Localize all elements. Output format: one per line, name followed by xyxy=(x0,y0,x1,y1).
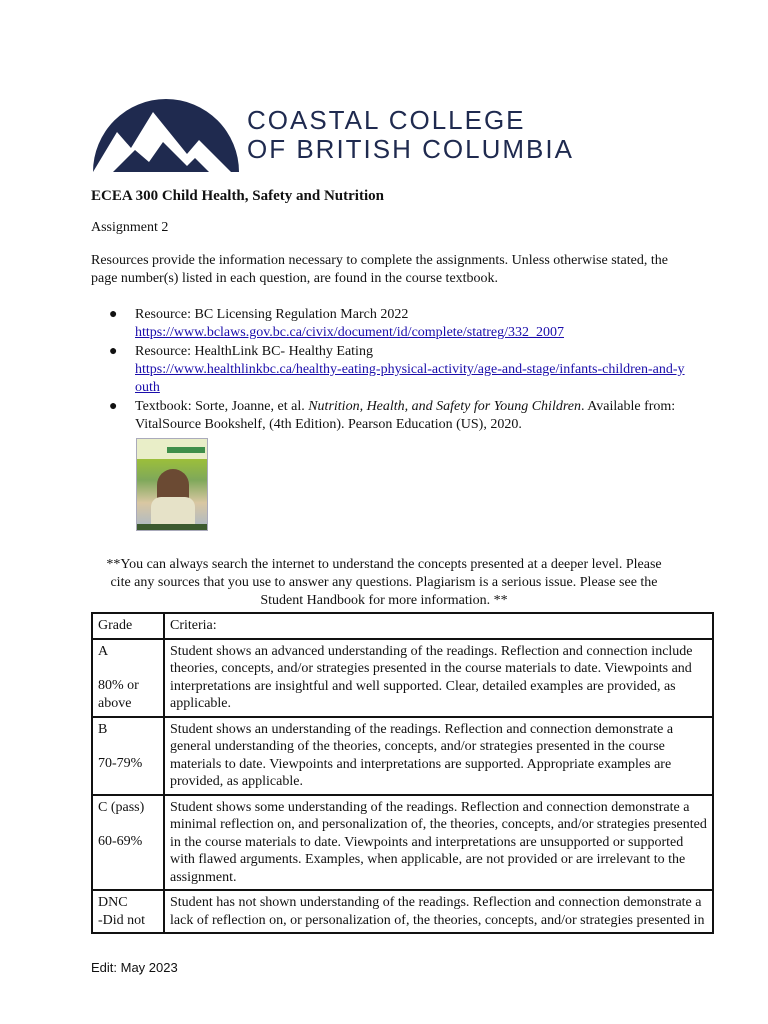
textbook-label: Textbook xyxy=(135,399,188,414)
criteria-cell: Student shows an advanced understanding of the readings. Reflection and connection include theories, concepts, and/or strategies presented in the course materials to date. Viewpoints and interpretations are insightful and well supported. Clear, detailed examples are provided, as applicable. xyxy=(164,639,713,717)
resource-label: Resource: BC Licensing Regulation March 2022 xyxy=(135,307,409,322)
resource-item xyxy=(91,343,691,397)
resource-item xyxy=(91,306,691,342)
table-row xyxy=(92,717,713,795)
resource-item xyxy=(91,398,691,434)
table-row xyxy=(92,795,713,891)
table-row xyxy=(92,639,713,717)
bclaws-link[interactable]: https://www.bclaws.gov.bc.ca/civix/document/id/complete/statreg/332_2007 xyxy=(135,325,564,340)
grade-cell xyxy=(92,890,164,933)
grade-range: 80% or above xyxy=(98,678,139,711)
mountain-logo-icon xyxy=(91,92,241,174)
assignment-label: Assignment 2 xyxy=(91,220,169,235)
grade-letter: C (pass) xyxy=(98,799,145,815)
grade-letter: A xyxy=(98,643,109,659)
textbook-authors: : Sorte, Joanne, et al. xyxy=(187,399,309,414)
footer-edit-date: Edit: May 2023 xyxy=(91,960,178,975)
healthlink-link[interactable]: https://www.healthlinkbc.ca/healthy-eating-physical-activity/age-and-stage/infants-children-and-youth xyxy=(135,362,685,395)
grade-cell xyxy=(92,717,164,795)
grading-table xyxy=(91,612,714,934)
bullet-icon: ● xyxy=(109,344,118,359)
grade-letter: B xyxy=(98,721,108,737)
textbook-cover-image xyxy=(136,438,208,531)
grade-letter: DNC xyxy=(98,895,128,910)
criteria-cell: Student has not shown understanding of the readings. Reflection and connection demonstrate a lack of reflection on, or personalization of, the theories, concepts, and/or strategies presented in xyxy=(164,890,713,933)
logo-line-2: OF BRITISH COLUMBIA xyxy=(247,134,574,164)
criteria-cell: Student shows an understanding of the readings. Reflection and connection demonstrate a general understanding of the theories, concepts, and/or strategies presented in the course materials to date. Viewpoints and interpretations are supported. Appropriate examples are provided, as applicable. xyxy=(164,717,713,795)
textbook-title: Nutrition, Health, and Safety for Young Children xyxy=(308,399,581,414)
grade-range: 70-79% xyxy=(98,756,143,771)
resource-label: Resource: HealthLink BC- Healthy Eating xyxy=(135,344,373,359)
grade-cell xyxy=(92,795,164,891)
table-header-row xyxy=(92,613,713,639)
college-logo xyxy=(91,92,574,174)
criteria-header: Criteria: xyxy=(164,613,713,639)
grade-cell xyxy=(92,639,164,717)
textbook-details: . Available from: VitalSource Bookshelf, (4th Edition). Pearson Education (US), 2020. xyxy=(135,399,676,432)
resource-list xyxy=(91,306,691,435)
grade-range: -Did not xyxy=(98,912,146,928)
criteria-cell: Student shows some understanding of the readings. Reflection and connection demonstrate a minimal reflection on, and personalization of, the theories, concepts, and/or strategies presented in the course materials to date. Viewpoints and interpretations are unsupported or supported with flawed arguments. Examples, when applicable, are not provided or are irrelevant to the assignment. xyxy=(164,795,713,891)
bullet-icon: ● xyxy=(109,399,118,414)
bullet-icon: ● xyxy=(109,307,118,322)
table-row xyxy=(92,890,713,933)
grade-range: 60-69% xyxy=(98,834,143,849)
grade-header: Grade xyxy=(92,613,164,639)
intro-paragraph: Resources provide the information necessary to complete the assignments. Unless otherwise stated, the page number(s) listed in each question, are found in the course textbook. xyxy=(91,253,668,286)
logo-line-1: COASTAL COLLEGE xyxy=(247,105,526,135)
course-title: ECEA 300 Child Health, Safety and Nutrition xyxy=(91,188,384,204)
citation-note: **You can always search the internet to understand the concepts presented at a deeper level. Please cite any sources that you use to answer any questions. Plagiarism is a serious issue. Please see the Student Handbook for more information. ** xyxy=(106,557,662,608)
